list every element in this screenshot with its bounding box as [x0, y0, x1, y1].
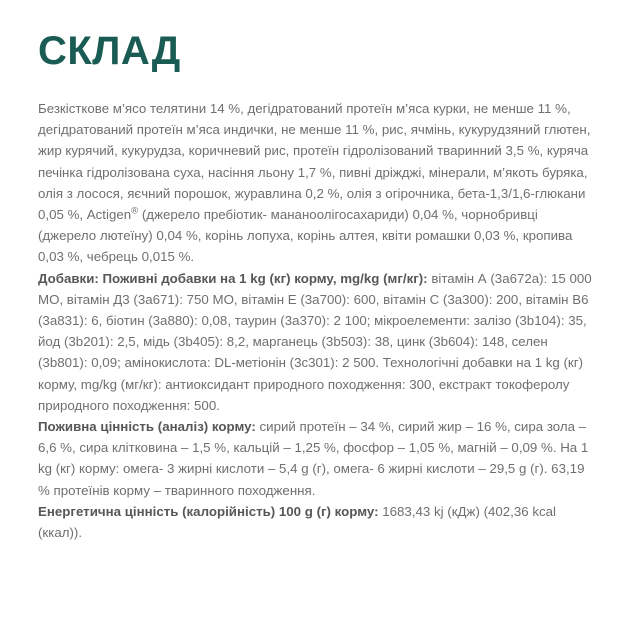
energy-value-text: 1683,43 kj (кДж) (402,36 kcal (ккал)).: [38, 503, 557, 541]
ingredients-text-continued: (джерело пребіотик- мананоолігосахариди) 0,04 %, чорнобривці (джерело лютеїну) 0,04 %, корінь лопуха, корінь алтея, квіти ромашки 0,03 %, кропива 0,03 %, чебрець 0,015 %.: [38, 207, 573, 265]
additives-paragraph: [38, 268, 596, 416]
registered-trademark-icon: ®: [131, 205, 139, 217]
nutritional-value-paragraph: [38, 416, 596, 501]
page-title: СКЛАД: [38, 29, 181, 73]
nutritional-value-text: сирий протеїн – 34 %, сирий жир – 16 %, сира зола – 6,6 %, сира клітковина – 1,5 %, кальцій – 1,25 %, фосфор – 1,05 %, магній – 0,09 %. На 1 kg (кг) корму: омега- 3 жирні кислоти – 5,4 g (г), омега- 6 жирні кислоти – 29,5 g (г). 63,19 % протеїнів корму – тваринного походження.: [38, 419, 589, 498]
nutritional-value-label: Поживна цінність (аналіз) корму:: [38, 419, 256, 435]
energy-value-label: Енергетична цінність (калорійність) 100 g (г) корму:: [38, 503, 379, 519]
additives-text: вітамін А (3а672а): 15 000 МО, вітамін Д3 (3а671): 750 МО, вітамін Е (3а700): 600, вітамін С (3а300): 200, вітамін В6 (3а831): 6, біотин (3а880): 0,08, таурин (3а370): 2 100; мікроелементи: залізо (3b104): 35, йод (3b201): 2,5, мідь (3b405): 8,2, марганець (3b503): 38, цинк (3b604): 148, селен (3b801): 0,09; амінокислота: DL-метіонін (3с301): 2 500. Технологічні добавки на 1 kg (кг) корму, mg/kg (мг/кг): антиоксидант природного походження: 300, екстракт токоферолу природного походження: 500.: [38, 270, 592, 413]
ingredients-text: Безкісткове м’ясо телятини 14 %, дегідратований протеїн м’яса курки, не менше 11 %, дегідратований протеїн м’яса индички, не менше 11 %, рис, ячмінь, кукурудзяний глютен, жир курячий, кукурудза, коричневий рис, протеїн гідролізований тваринний 3,5 %, куряча печінка гідролізована суха, насіння льону 1,7 %, пивні дріжджі, мінерали, м’якоть буряка, олія з лосося, яєчний порошок, журавлина 0,2 %, олія з огірочника, бета-1,3/1,6-глюкани 0,05 %, Actigen: [38, 101, 591, 223]
additives-label: Добавки: Поживні добавки на 1 kg (кг) корму, mg/kg (мг/кг):: [38, 270, 428, 286]
composition-text-block: [38, 98, 596, 543]
energy-value-paragraph: [38, 501, 596, 543]
ingredients-paragraph: [38, 98, 596, 268]
